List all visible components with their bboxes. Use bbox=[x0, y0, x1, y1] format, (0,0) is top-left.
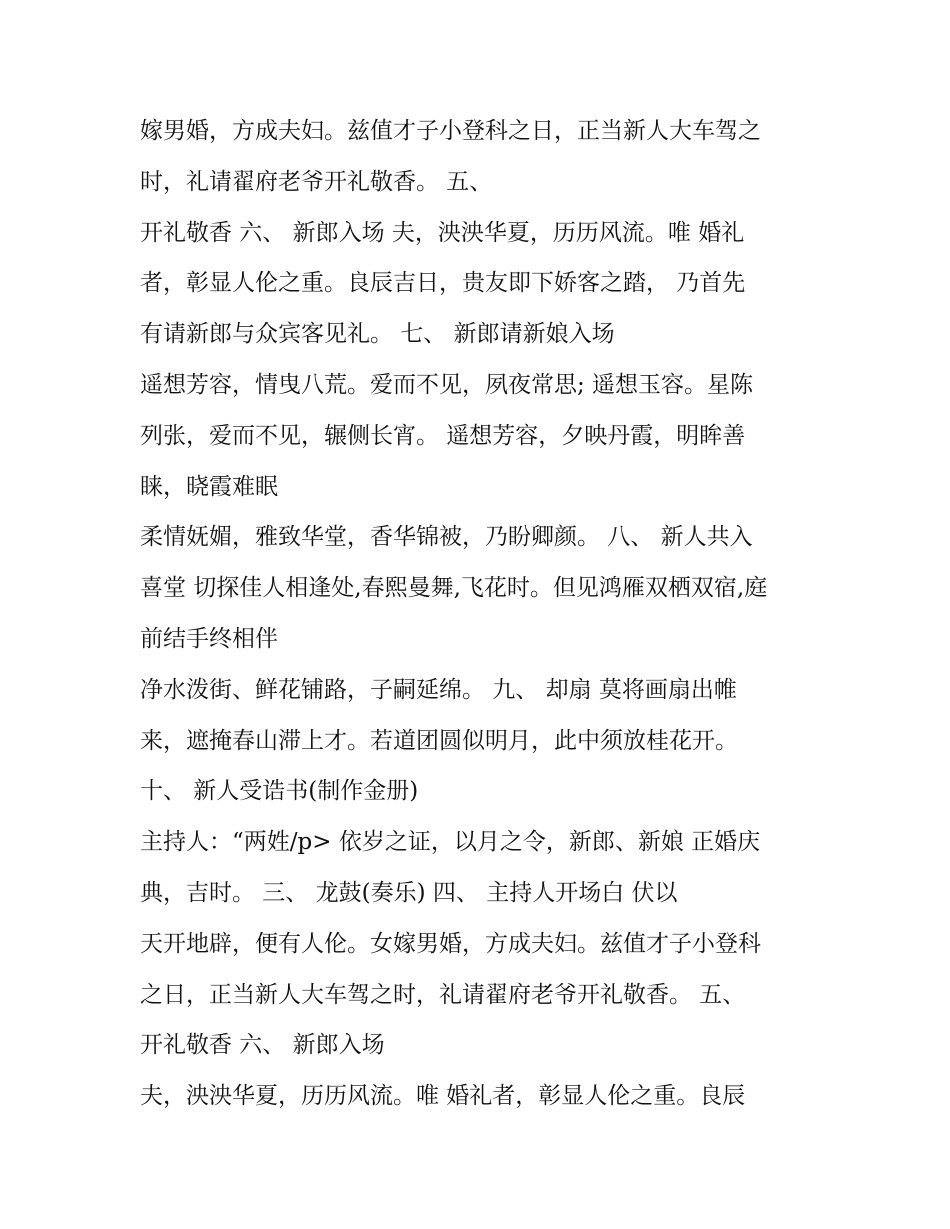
text-line: 者，彰显人伦之重。良辰吉日，贵友即下娇客之踏， 乃首先 bbox=[140, 270, 746, 297]
body-text bbox=[140, 106, 820, 1122]
text-line: 有请新郎与众宾客见礼。 七、 新郎请新娘入场 bbox=[140, 321, 615, 348]
text-line: 喜堂 切探佳人相逢处,春熙曼舞,飞花时。但见鸿雁双栖双宿,庭 bbox=[140, 575, 768, 602]
text-line: 来，遮掩春山滞上才。若道团圆似明月，此中须放桂花开。 bbox=[140, 727, 738, 754]
text-line: 典，吉时。 三、 龙鼓(奏乐) 四、 主持人开场白 伏以 bbox=[140, 879, 678, 906]
text-line: 睐，晓霞难眠 bbox=[140, 473, 278, 500]
text-line: 时，礼请翟府老爷开礼敬香。 五、 bbox=[140, 168, 493, 195]
text-line: 净水泼街、鲜花铺路，子嗣延绵。 九、 却扇 莫将画扇出帷 bbox=[140, 676, 737, 703]
text-line: 十、 新人受诰书(制作金册) bbox=[140, 778, 419, 805]
text-line: 开礼敬香 六、 新郎入场 夫，泱泱华夏，历历风流。唯 婚礼 bbox=[140, 219, 745, 246]
text-line: 夫，泱泱华夏，历历风流。唯 婚礼者，彰显人伦之重。良辰 bbox=[140, 1083, 746, 1110]
text-line: 天开地辟，便有人伦。女嫁男婚，方成夫妇。兹值才子小登科 bbox=[140, 930, 761, 957]
text-line: 遥想芳容，情曳八荒。爱而不见，夙夜常思; 遥想玉容。星陈 bbox=[140, 371, 754, 398]
text-line: 前结手终相伴 bbox=[140, 625, 278, 652]
text-line: 主持人：“两姓/p> 依岁之证，以月之令，新郎、新娘 正婚庆 bbox=[140, 829, 761, 856]
text-line: 柔情妩媚，雅致华堂，香华锦被，乃盼卿颜。 八、 新人共入 bbox=[140, 524, 753, 551]
text-line: 嫁男婚，方成夫妇。兹值才子小登科之日，正当新人大车驾之 bbox=[140, 118, 761, 144]
text-line: 列张，爱而不见，辗侧长宵。 遥想芳容，夕映丹霞，明眸善 bbox=[140, 422, 746, 449]
text-line: 之日，正当新人大车驾之时，礼请翟府老爷开礼敬香。 五、 bbox=[140, 981, 746, 1008]
text-line: 开礼敬香 六、 新郎入场 bbox=[140, 1032, 385, 1059]
